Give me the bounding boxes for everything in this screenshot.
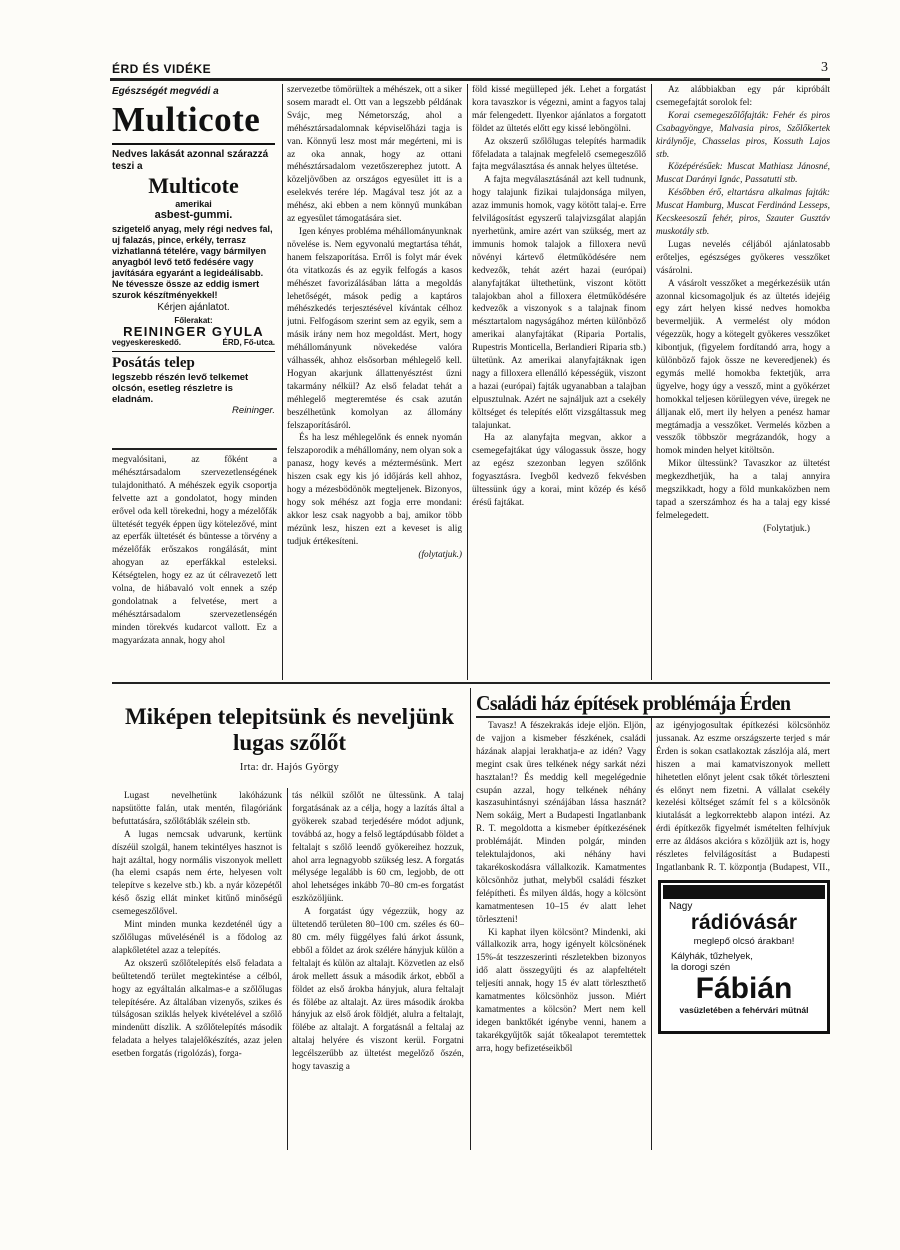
- article-paragraph: Az okszerű szőlőtelepítés első feladata a beültetendő terület megtekintése a célból, hogy az egyáltalán alkalmas-e a szőlőlugas telepítésére. Az általában vizenyős, szikes és túlságosan sziklás helyek kivételével a szőlő mindenütt díszlik. A szőlőtelepítés második feladata a helyes talajelőkészítés, azaz jelen esetben forgatás (rigolózás), forga-: [112, 958, 282, 1060]
- ad-warning: Ne tévessze össze az eddig ismert szurok készítményekkel!: [112, 279, 260, 300]
- page-number: 3: [821, 60, 828, 75]
- title-line: lugas szőlőt: [232, 730, 347, 755]
- ad-rule: [112, 143, 275, 145]
- column-rule: [651, 84, 652, 680]
- column-rule: [282, 84, 283, 680]
- radio-ad-line1: Nagy: [669, 901, 693, 912]
- plot-ad-title: Posátás telep: [112, 355, 195, 371]
- article-continued: (folytatjuk.): [418, 549, 462, 560]
- article-column-2: [287, 84, 462, 680]
- plot-ad-sign: Reininger.: [232, 405, 275, 416]
- article-paragraph: tás nélkül szőlőt ne ültessünk. A talaj forgatásának az a célja, hogy a lazítás által a gyökerek szabad terjedésére módot adjunk, továbbá az, hogy a felső legtápdúsabb földet a feltalajt s szőlő leendő gyökereihez hozzuk, ahol arra legnagyobb szükség lesz. A forgatás mélysége legalább is 60 cm, legjobb, de ott ahol lehetséges inkább 70–80 cm-es forgatást eszközöljünk.: [292, 791, 464, 905]
- article-paragraph: Mint minden munka kezdeténél úgy a szőlőlugas művelésénél is a fődolog az alapkőletétel azaz a telepítés.: [112, 920, 282, 956]
- radio-ad-name: Fábián: [695, 972, 793, 1005]
- section-rule: [112, 682, 830, 684]
- radio-ad-line3: meglepő olcsó árakban!: [693, 936, 795, 947]
- article-paragraph: az igényjogosultak építkezési kölcsönhöz jussanak. Az eszme országszerte terjed s már Érden is sokan csatlakoztak zászlója alá, mert hiszen a mai kamatviszonyok mellett hihetetlen előnyt jelent csak tőkét törleszteni és előnyt nem fizetni. A vállalat csekély kezelési költséget számít fel s a kölcsönök kiutalását a legkorrektebb alapon intézi. Az érdi építkezők figyelmét ismételten felhívjuk erre az áldásos akcióra s közöljük azt is, hogy részletes felvilágosítást a Budapesti Ingatlanbank R. T. központja (Budapest, VII.,: [656, 721, 830, 873]
- multicote-advertisement: [112, 86, 275, 444]
- article-paragraph: A forgatást úgy végezzük, hogy az ültetendő területen 80–100 cm. széles és 60–80 cm. mély függélyes falú árkot ássunk, ebből a földet az árok szélére hányjuk külön a feltalajt és külön az altalajt. Közvetlen az első árok mellett ássuk a második árkot, ebből a földet az első árokba hányjuk, alura feltalajt és fölébe az altalajt. Az üres második árokba hányjuk az első árok földjét, alulra a feltalajt, fölébe az altalajt. A forgatásnál a feltalaj az altalaj helyére és viszont kerül. Forgatni legcélszerűbb az ültetést megelőző őszén, hogy tavaszig a: [292, 907, 464, 1073]
- article-paragraph: Középérésűek: Muscat Mathiasz Jánosné, Muscat Darányi Ignác, Passatutti stb.: [656, 162, 830, 186]
- ad-rule: [112, 351, 275, 352]
- article-paragraph: Későbben érő, eltartásra alkalmas fajták: Muscat Hamburg, Muscat Ferdinánd Lesseps, Kecskeesoszű fehér, piros, Szauter Gusztáv muskotály stb.: [656, 188, 830, 237]
- radio-advertisement: [658, 880, 830, 1034]
- article-paragraph: Ki kaphat ilyen kölcsönt? Mindenki, aki vállalkozik arra, hogy igényelt kölcsönének 15%-át teszzeszerinti részletekben bizonyos idő alatt összegyűjti és az alapfeltételt teljesíti annak, hogy 15 év alatt törleszthető kamatmentes kölcsönhöz jusson. Miért kamatmentes a kölcsön? Mert nem kell idegen banktőkét igénybe venni, hanem a takarékgyűjtők saját tőkealapot teremtettek arra, hogy befizetéseikből: [476, 927, 646, 1054]
- article-column-3: [472, 84, 646, 680]
- title-line: Miképen telepitsünk és neveljünk: [124, 704, 455, 729]
- ad-description: szigetelő anyag, mely régi nedves fal, uj falazás, pince, erkély, terrasz vizhatlanná tételére, vagy bármilyen anyagból levő tető fedésére vagy javítására egyaránt a legideálisabb.: [112, 224, 273, 278]
- article-paragraph: A vásárolt vesszőket a megérkezésük után azonnal kicsomagoljuk és az ültetés idejéig egy zárt helyen kissé nedves homokba bevermeljük. A vermelést oly módon végezzük, hogy a kötegelt gyökeres vesszőket kibontjuk, (figyelem fordítandó arra, hogy a különböző fajok össze ne keveredjenek) és egymás mellé homokba fektetjük, arra ügyelve, hogy úgy a vessző, mint a gyökérzet homokkal teljesen körülegyen véve, üregek ne álljanak elő, mert ily helyen a penész hamar megtámadja a vesszőket. Vermelés közben a vesszők többször megrázandók, hogy a homok minden helyet kitöltsön.: [656, 278, 830, 457]
- radio-ad-line2: rádióvásár: [690, 911, 798, 934]
- column-rule: [467, 84, 468, 680]
- article-paragraph: megvalósitani, az főként a méhésztársadalom szervezetlenségének tulajdonitható. A méhészek egyik csoportja felvette azt a gondolatot, hogy minden erővel oda kell törekedni, hogy a mézelőfák ültetését tegyék éppen ügy kötelezővé, mint az eperfák ültetését és büntesse a törvény a mézelőfák erőszakos rongálását, mint ahogyan az eperfákkal esteleksi. Kétségtelen, hogy ez az út célravezető lett volna, de hiábavaló volt ennek a szép gondolatnak a felvetése, mert a méhésztársadalom szervezetlenségén minden törekvés kudarcot vallott. Ez a magyarázata annak, hogy ahol: [112, 455, 277, 646]
- radio-ad-line4: Kályhák, tűzhelyek,: [671, 951, 753, 962]
- lugas-article-title: [112, 704, 467, 756]
- article-paragraph: Az okszerű szőlőlugas telepítés harmadik főfeladata a talajnak megfelelő csemegeszőlő fajta megválasztása és annak helyes ültetése.: [472, 136, 646, 173]
- house-column-b: [656, 720, 830, 875]
- lugas-column-a: [112, 790, 282, 1150]
- ad-tagline: Egészségét megvédi a: [112, 86, 219, 97]
- article-paragraph: szervezetbe tömörültek a méhészek, ott a siker sosem maradt el. Ott van a legszebb példának Svájc, meg Németország, ahol a méhésztársadalomnak képviselőházi tagja is van. Könnyű lesz most már megérteni, mi is az oka annak, hogy az ottani méhésztársadalom vezetőszerephez jutott. A közeljövőben az országos egyesület itt is a eselekvés terére lép. Magával tesz jót az a méhész, aki ebben a nem könnyű munkában az egyesület támogatására siet.: [287, 85, 462, 225]
- article-paragraph: Az alábbiakban egy pár kipróbált csemegefajtát sorolok fel:: [656, 85, 830, 108]
- header-rule: [110, 78, 830, 81]
- article-paragraph: föld kissé megülleped jék. Lehet a forgatást kora tavaszkor is végezni, amint a fagyos talaj már felengedett. Ilyenkor ajánlatos a forgatott földet az ültetés előtt egy kissé leböngölni.: [472, 85, 646, 134]
- ad-line2: Nedves lakását azonnal szárazzá teszi a: [112, 149, 269, 172]
- lugas-byline: Irta: dr. Hajós György: [239, 762, 340, 773]
- column-rule: [287, 788, 288, 1150]
- plot-ad-text: legszebb részén levő telkemet olcsón, esetleg részletre is eladnám.: [112, 372, 249, 405]
- article-paragraph: Lugast nevelhetünk lakóházunk napsütötte falán, utak mentén, filagóriánk befuttatására, szőlőtáblák szélein stb.: [112, 791, 282, 827]
- radio-ad-address: vasüzletében a fehérvári mütnál: [679, 1005, 809, 1015]
- article-paragraph: Korai csemegeszőlőfajták: Fehér és piros Csabagyöngye, Malvasia piros, Szőlőkertek királynője, Chasselas piros, Kossuth Lajos stb.: [656, 110, 830, 160]
- article-paragraph: Mikor ültessünk? Tavaszkor az ültetést megkezdhetjük, ha a talaj annyira megszikkadt, hogy a föld munkaközben nem tapad a szerszámhoz és ha a talaj egy kissé felmelegedett.: [656, 459, 830, 521]
- ad-brand2: Multicote: [148, 173, 239, 198]
- ad-bottom-rule: [112, 448, 277, 450]
- ad-sub2: asbest-gummi.: [154, 209, 233, 221]
- article-column-4: [656, 84, 830, 680]
- article-paragraph: A fajta megválasztásánál azt kell tudnunk, hogy talajunk fizikai tulajdonsága milyen, azaz immunis homok, vagy kötött talaj-e. Erre felvilágosítást egyszerű talajvizsgálat alapján nyerhetünk, amire azért van szükség, mert az immunis homok talajok a filloxera nevű növényi kártevő életműködésére nem kedvezők, tehát azért hazai (európai) alanyfajtákat ültethetünk, viszont kötött talajokban ahol a filloxera életműködésére kedvezők a viszonyok s a talajnak finom mésztartalom nagyságához mérten különböző amerikai alanyfajtákat (Riparia Portalis, Rupestris Monticella, Berlandieri Riparia stb.) ültetünk. Az amerikai alanyfajtáknak igen nagy a filloxera ellenálló képességük, viszont a hazai (európai) fajták ugyanabban a talajban elpusztulnak. Azért ne sajnáljuk azt a csekély költséget és telepítés előtt vizsgáltassuk meg talajunkat.: [472, 175, 646, 431]
- newspaper-title: ÉRD ÉS VIDÉKE: [112, 62, 212, 76]
- article-paragraph: Lugas nevelés céljából ajánlatosabb erőteljes, egészséges gyökeres vesszőket vásárolni.: [656, 239, 830, 276]
- article-paragraph: És ha lesz méhlegelőnk és ennek nyomán felszaporodik a méhállomány, nem olyan sok a panasz, hogy kevés a méztermésünk. Mert hiszen csak egy kis jó időjárás kell ahhoz, hogy a mézesbödönök megteljenek. Bizonyos, hogy sok méhész azt fogja erre mondani: akkor lesz csak nagyobb a baj, amikor több mézünk lesz, hiszen ezt a keveset is alig tudjuk értékesíteni.: [287, 433, 462, 547]
- ad-distributor-city: ÉRD, Fő-utca.: [222, 338, 275, 347]
- house-article-title: Családi ház építések problémája Érden: [476, 691, 791, 715]
- ad-offer: Kérjen ajánlatot.: [157, 302, 230, 313]
- ad-distributor-label: Főlerakat:: [174, 316, 213, 325]
- ad-black-band: [663, 885, 825, 899]
- article-column-1: [112, 454, 277, 680]
- article-continued: (Folytatjuk.): [763, 523, 810, 534]
- house-column-a: [476, 720, 646, 1145]
- article-paragraph: Igen kényes probléma méhállományunknak növelése is. Nem egyvonalú megtartása téhát, hanem felszaporítása. Erről is folyt már évek óta vitatkozás és az egyik felfogás a kasos méhészet favorizálásában látta a megoldás lehetőségét, mások pedig a kaptáros méhészkedés terjesztésével kívántak célhoz jutni. Felfogásom szerint sem az egyik, sem a másik irány nem hoz megoldást. Mert, hogy méhállományunk növekedése valóra válhassék, ahhoz elsősorban méhlegelő kell. Hogyan akarjunk állattenyésztést űzni takarmány nélkül? Az első feladat tehát a méhlegelő megteremtése és csak azután beszélhetünk komolyan az állomány felszaporításáról.: [287, 226, 462, 431]
- ad-sub1: amerikai: [175, 199, 212, 209]
- article-paragraph: A lugas nemcsak udvarunk, kertünk díszéül szolgál, hanem tekintélyes hasznot is hajt azáltal, hogy normális viszonyok mellett (ha elemi csapás nem érte, helyesen volt telepítve s kezelve stb.) kb. a nyár közepétől késő őszig ellát minket kitűnő minőségű csemegeszőlővel.: [112, 829, 282, 918]
- ad-distributor-trade: vegyeskereskedő.: [112, 338, 181, 347]
- title-rule: [476, 716, 830, 718]
- lugas-column-b: [292, 790, 464, 1150]
- ad-brand: Multicote: [112, 100, 261, 139]
- radio-ad-line5: la dorogi szén: [671, 962, 731, 973]
- article-paragraph: Ha az alanyfajta megvan, akkor a csemegefajtákat úgy válogassuk össze, hogy az egész szezonban legyen szőlőnk fogyasztásra. Ivegből kedvező fekvésben ültessünk úgy a korai, mint közép és késő érésű fajtákat.: [472, 433, 646, 508]
- ad-distributor-name: REININGER GYULA: [123, 324, 264, 339]
- article-paragraph: Tavasz! A fészekrakás ideje eljön. Eljön, de vajjon a kismeber fészkének, családi házának alapjai lerakhatja-e az idén? Vagy megint csak üres telkének négy sarkát nézi hasztalan!? És meddig kell megelégednie csupán azzal, hogy telkének néhány kaszasuhintásnyi szénájában lássa hasznát? Nem sokáig, Mert a Budapesti Ingatlanbank R. T. megoldotta a kismeber építkezésének problémáját. Minden polgár, minden telektulajdonos, aki néhány havi takarékoskodásra vállalkozik. Kamatmentes kölcsönhöz juthat, melyből családi fészket felépítheti. És milyen áldás, hogy a kölcsönt kamatmentesen 10–15 év alatt lehet törleszteni!: [476, 721, 646, 925]
- column-rule: [470, 688, 471, 1150]
- page-header: [112, 60, 828, 80]
- column-rule: [651, 718, 652, 1150]
